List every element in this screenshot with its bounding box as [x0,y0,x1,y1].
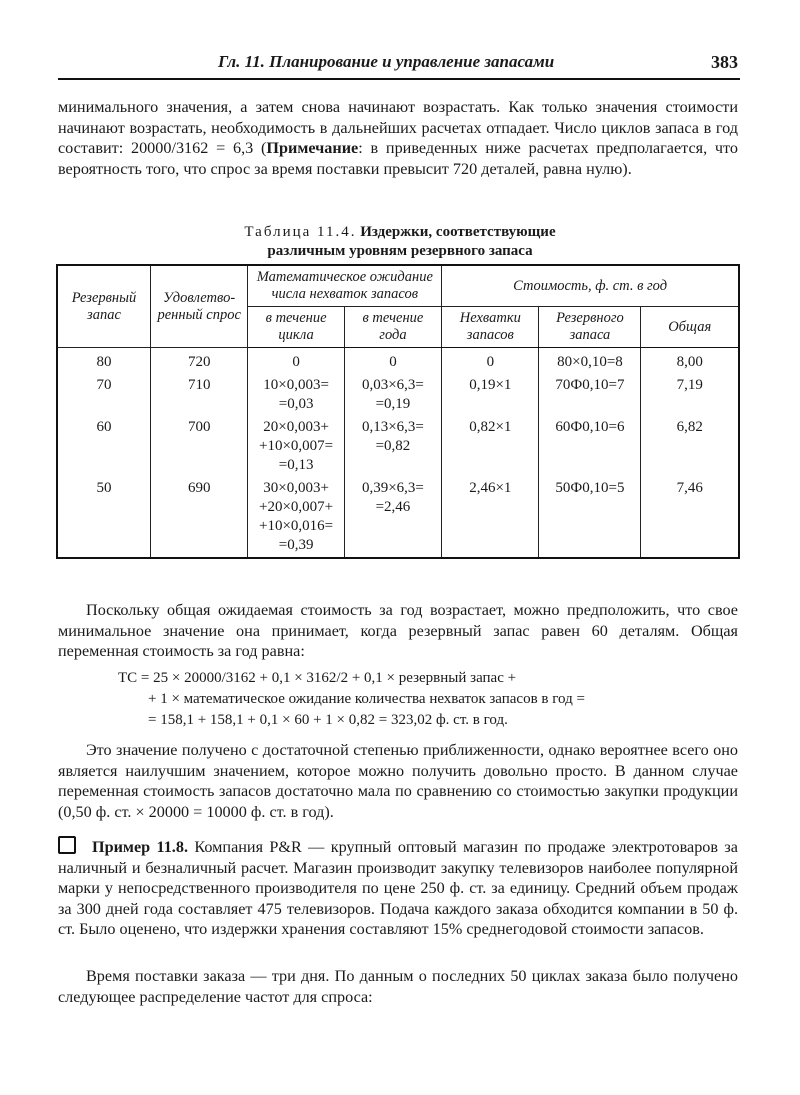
cell-reserve-cost: 60Ф0,10=6 [539,416,641,477]
cell-reserve-cost: 70Ф0,10=7 [539,374,641,416]
cell-line: 0 [389,354,397,370]
cell-total: 7,46 [641,477,739,558]
paragraph-minimum: Поскольку общая ожидаемая стоимость за год возрастает, можно предположить, что свое минимальное значение она принимает, когда резервный запас равен 60 деталям. Общая переменная стоимость за год равна: [58,601,738,660]
cell-per-cycle [248,416,344,477]
header-per-cycle: в течение цикла [248,307,344,348]
page-number: 383 [711,52,738,72]
formula-block [118,668,738,731]
formula-line: = 158,1 + 158,1 + 0,1 × 60 + 1 × 0,82 = 323,02 ф. ст. в год. [148,712,508,728]
cell-reserve: 70 [57,374,150,416]
header-cost: Стоимость, ф. ст. в год [442,265,739,307]
table-row [57,416,739,477]
cell-line: 0 [292,354,300,370]
cell-line: +10×0,016= [259,518,334,534]
header-satisfied: Удовлетво-ренный спрос [150,265,248,348]
table-row [57,348,739,375]
cell-per-cycle [248,477,344,558]
cell-per-year [344,416,441,477]
cell-line: =0,13 [278,457,314,473]
cell-line: =0,39 [278,537,314,553]
cell-total: 8,00 [641,348,739,375]
table-caption [150,223,650,261]
table-title-line2: различным уровням резервного запаса [267,243,533,259]
cell-line: =0,19 [375,396,411,412]
formula-line: + 1 × математическое ожидание количества нехваток запасов в год = [148,691,585,707]
cell-per-cycle [248,348,344,375]
cell-line: 0,39×6,3= [361,480,424,496]
formula-line: TC = 25 × 20000/3162 + 0,1 × 3162/2 + 0,1 × резервный запас + [118,670,517,686]
cell-reserve: 50 [57,477,150,558]
intro-text: минимального значения, а затем снова начинают возрастать. Как только значения стоимости начинают возрастать, необходимость в дальнейших расчетах отпадает. Число циклов запаса в год составит: 20000/3162 = 6,3 ( [58,98,738,157]
intro-paragraph [58,97,738,179]
cell-reserve: 80 [57,348,150,375]
cell-shortage: 2,46×1 [442,477,539,558]
table-row [57,477,739,558]
cell-shortage: 0,82×1 [442,416,539,477]
cell-satisfied: 690 [150,477,248,558]
paragraph-lead-time: Время поставки заказа — три дня. По данным о последних 50 циклах заказа было получено следующее распределение частот для спроса: [58,967,738,1006]
note-text: : в приведенных ниже расчетах предполагается, что вероятность того, что спрос за время поставки превысит 720 деталей, равна нулю). [58,139,739,178]
cell-line: 0,13×6,3= [361,419,424,435]
cell-per-year [344,477,441,558]
cell-line: =0,03 [278,396,314,412]
cell-per-year [344,374,441,416]
cell-line: 10×0,003= [263,377,329,393]
cell-line: =2,46 [375,499,411,515]
cell-total: 6,82 [641,416,739,477]
example-box-icon [58,836,76,854]
chapter-title: Гл. 11. Планирование и управление запасами [218,52,555,71]
cell-line: +20×0,007+ [259,499,334,515]
cell-shortage: 0 [442,348,539,375]
cell-reserve: 60 [57,416,150,477]
cell-satisfied: 700 [150,416,248,477]
paragraph-approximation: Это значение получено с достаточной степенью приближенности, однако вероятнее всего оно является наилучшим значением, которое можно получить довольно просто. В данном случае переменная стоимость запасов достаточно мала по сравнению со стоимостью закупки продукции (0,50 ф. ст. × 20000 = 10000 ф. ст. в год). [58,741,738,821]
header-total: Общая [641,307,739,348]
table-row [57,374,739,416]
example-paragraph [58,836,738,940]
cell-total: 7,19 [641,374,739,416]
cell-line: 30×0,003+ [263,480,329,496]
header-expected-shortages: Математическое ожидание числа нехваток запасов [248,265,442,307]
table-title-line1: Издержки, соответствующие [360,224,556,240]
header-reserve-cost: Резервного запаса [539,307,641,348]
running-header [58,50,740,80]
cell-reserve-cost: 50Ф0,10=5 [539,477,641,558]
cell-line: =0,82 [375,438,411,454]
cell-line: 0,03×6,3= [361,377,424,393]
header-reserve: Резервный запас [57,265,150,348]
cell-satisfied: 710 [150,374,248,416]
cell-per-cycle [248,374,344,416]
example-text: Компания P&R — крупный оптовый магазин по продаже электротоваров за наличный и безналичный расчет. Магазин производит закупку телевизоров наиболее популярной марки у непосредственного производителя по цене 250 ф. ст. за единицу. Средний объем продаж за 300 дней года составляет 475 телевизоров. Подача каждого заказа обходится компании в 50 ф. ст. Было оценено, что издержки хранения составляют 15% среднегодовой стоимости запасов. [58,838,738,938]
cell-shortage: 0,19×1 [442,374,539,416]
cell-reserve-cost: 80×0,10=8 [539,348,641,375]
cell-per-year [344,348,441,375]
header-shortage: Нехватки запасов [442,307,539,348]
cell-line: +10×0,007= [259,438,334,454]
cost-table [56,264,740,559]
note-label: Примечание [266,139,359,157]
cell-line: 20×0,003+ [263,419,329,435]
header-per-year: в течение года [344,307,441,348]
cell-satisfied: 720 [150,348,248,375]
table-number: Таблица 11.4. [244,224,357,240]
example-label: Пример 11.8. [92,838,188,856]
